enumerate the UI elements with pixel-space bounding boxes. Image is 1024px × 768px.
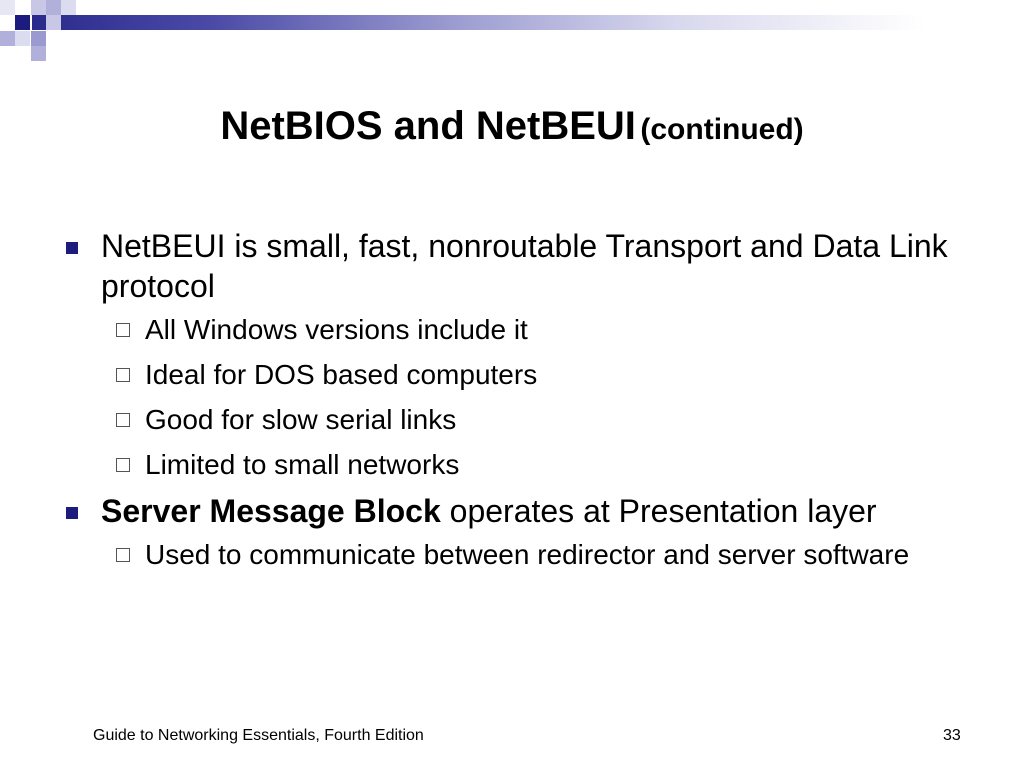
slide-title-main: NetBIOS and NetBEUI [220,104,636,148]
decorative-square [46,15,61,30]
hollow-square-bullet-icon [116,458,130,472]
sub-bullet-text: All Windows versions include it [145,314,528,345]
decorative-square [61,0,76,15]
slide-title-suffix: (continued) [640,113,804,146]
bullet-text: operates at Presentation layer [440,493,877,529]
square-bullet-icon [66,242,78,254]
decorative-square [31,46,46,61]
decorative-square [31,0,46,15]
slide-body [62,226,962,573]
bullet-bold-term: Server Message Block [101,493,441,529]
decorative-square [46,0,61,15]
hollow-square-bullet-icon [116,413,130,427]
bullet-text: NetBEUI is small, fast, nonroutable Transport and Data Link protocol [101,228,948,304]
hollow-square-bullet-icon [116,323,130,337]
slide-footer: Guide to Networking Essentials, Fourth Edition [93,727,424,744]
decorative-square [0,0,15,15]
decorative-square [15,31,30,46]
sub-bullet-text: Used to communicate between redirector and server software [145,539,910,570]
decorative-square [0,31,15,46]
sub-bullet-item [62,357,962,393]
sub-bullet-item [62,447,962,483]
header-gradient-bar [32,15,1024,30]
square-bullet-icon [66,507,78,519]
sub-bullet-item [62,402,962,438]
hollow-square-bullet-icon [116,368,130,382]
sub-bullet-text: Ideal for DOS based computers [145,359,538,390]
sub-bullet-text: Limited to small networks [145,449,460,480]
hollow-square-bullet-icon [116,548,130,562]
slide-title [0,104,1024,149]
sub-bullet-item [62,312,962,348]
bullet-item [62,491,962,531]
bullet-item [62,226,962,306]
decorative-square [15,15,30,30]
slide-page-number: 33 [943,727,961,744]
sub-bullet-item [62,537,962,573]
sub-bullet-text: Good for slow serial links [145,404,457,435]
decorative-square [31,31,46,46]
